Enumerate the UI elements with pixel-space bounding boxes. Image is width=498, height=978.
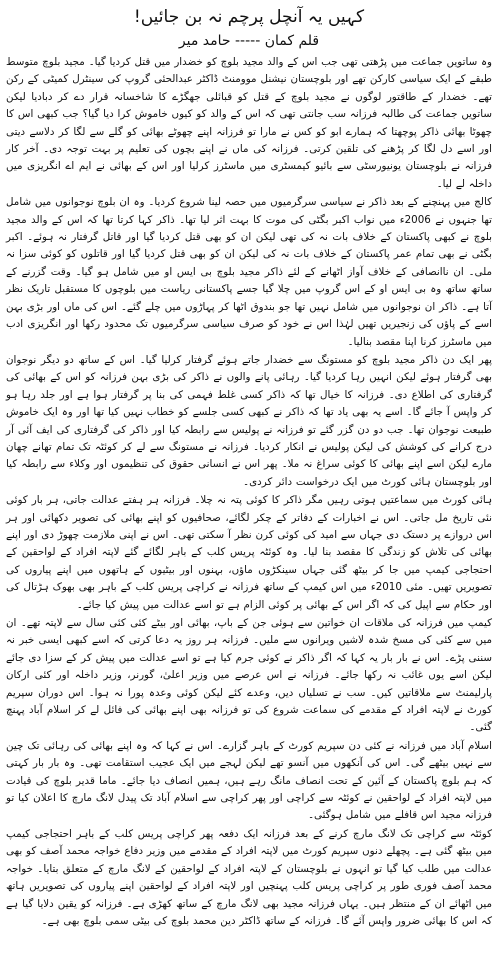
article-paragraph: کیمپ میں فرزانہ کی ملاقات ان خواتین سے ہوئی جن کے باپ، بھائی اور بیٹے کئی کئی سال سے لاپتہ تھے۔ ان میں سے کئی کی مسخ شدہ لاشیں ویرانوں سے ملیں۔ فرزانہ ہر روز یہ دعا کرتی کہ اسے کبھی ایسی خبر نہ سننی پڑے۔ اس نے بار بار یہ کہا کہ اگر ذاکر نے کوئی جرم کیا ہے تو اسے عدالت میں پیش کر کے سزا دی جائے لیکن اسے یوں غائب نہ رکھا جائے۔ فرزانہ نے اس عرصے میں وزیر اعلیٰ، گورنر، وزیر داخلہ اور کئی ارکان پارلیمنٹ سے ملاقاتیں کیں۔ سب نے تسلیاں دیں، وعدے کئے لیکن کوئی وعدہ پورا نہ ہوا۔ اس دوران سپریم کورٹ نے لاپتہ افراد کے مقدمے کی سماعت شروع کی تو فرزانہ بھی اپنے بھائی کی فائل لے کر اسلام آباد پہنچ گئی۔: [6, 617, 492, 734]
article-paragraph: وہ ساتویں جماعت میں پڑھتی تھی جب اس کے والد مجید بلوچ کو خضدار میں قتل کردیا گیا۔ مجید بلوچ متوسط طبقے کے ایک سیاسی کارکن تھے اور بلوچستان نیشنل موومنٹ ڈاکٹر عبدالحئی گروپ کی سینٹرل کمیٹی کے رکن تھے۔ خضدار کے طاقتور لوگوں نے مجید بلوچ کے قتل کو قبائلی جھگڑے کا شاخسانہ قرار دے کر دبادیا لیکن ساتویں جماعت کی طالبہ فرزانہ سب جانتی تھی کہ اس کے والد کو کیوں خاموش کرا دیا گیا؟ جب کبھی اس کا چھوٹا بھائی ذاکر پوچھتا کہ ہمارے ابو کو کس نے مارا تو فرزانہ اپنے چھوٹے بھائی کو گلے سے لگا کر دلاسے دیتی اور اسے دل لگا کر پڑھنے کی تلقین کرتی۔ فرزانہ کی ماں نے اپنے بچوں کی تعلیم پر بہت توجہ دی۔ آخر کار فرزانہ نے بلوچستان یونیورسٹی سے بائیو کیمسٹری میں ماسٹرز کرلیا اور اس کے بھائی نے ایم اے انگریزی میں داخلہ لے لیا۔: [6, 56, 492, 190]
article-headline: کہیں یہ آنچل پرچم نہ بن جائیں!: [133, 7, 365, 27]
article-paragraph: کالج میں پہنچنے کے بعد ذاکر نے سیاسی سرگرمیوں میں حصہ لینا شروع کردیا۔ وہ ان بلوچ نوجوانوں میں شامل تھا جنہوں نے 2006ء میں نواب اکبر بگٹی کی موت کا بہت اثر لیا تھا۔ ذاکر کہا کرتا تھا کہ اس کے والد مجید بلوچ نے کبھی پاکستان کے خلاف بات نہ کی تھی لیکن ان کو بھی قتل کردیا گیا اور قاتل گرفتار نہ ہوئے۔ اکبر بگٹی نے بھی تمام عمر پاکستان کے خلاف بات نہ کی لیکن ان کو بھی قتل کردیا گیا اور قاتلوں کو کوئی سزا نہ ملی۔ ان ناانصافی کے خلاف آواز اٹھانے کے لئے ذاکر مجید بلوچ بی ایس او میں شامل ہو گیا۔ وقت گزرنے کے ساتھ ساتھ وہ بی ایس او کے اس گروپ میں چلا گیا جسے پاکستانی ریاست میں بلوچوں کا مستقبل تاریک نظر آتا ہے۔ ذاکر ان نوجوانوں میں شامل نہیں تھا جو بندوق اٹھا کر پہاڑوں میں چلے گئے۔ اس کی ماں اور بڑی بہن اسے کے پاؤں کی زنجیریں تھیں لہٰذا اس نے خود کو صرف سیاسی سرگرمیوں تک محدود رکھا اور انگریزی ادب میں ماسٹرز کرنا اپنا مقصد بنالیا۔: [6, 196, 492, 348]
article-body: [6, 54, 492, 930]
article-paragraph: کوئٹہ سے کراچی تک لانگ مارچ کرنے کے بعد فرزانہ ایک دفعہ پھر کراچی پریس کلب کے باہر احتجاجی کیمپ میں بیٹھ گئی ہے۔ پچھلے دنوں سپریم کورٹ میں لاپتہ افراد کے مقدمے میں وزیر دفاع خواجہ محمد آصف کو بھی عدالت میں طلب کیا گیا تو انہوں نے بلوچستان کے لاپتہ افراد کے لواحقین کے لانگ مارچ کے متعلق بتایا۔ خواجہ محمد آصف فوری طور پر کراچی پریس کلب پہنچیں اور لاپتہ افراد کے لواحقین اپنے پیاروں کی تصویریں ہاتھ میں اٹھائے ان کے منتظر ہیں۔ یہاں فرزانہ مجید بھی لانگ مارچ کے ساتھ کھڑی ہے۔ فرزانہ کو یقین دلایا گیا ہے کہ اس کا بھائی ضرور واپس آئے گا۔ فرزانہ کے ساتھ ڈاکٹر دین محمد بلوچ کی بیٹی سمی بلوچ بھی ہے۔: [6, 827, 492, 927]
article-paragraph: اسلام آباد میں فرزانہ نے کئی دن سپریم کورٹ کے باہر گزارے۔ اس نے کہا کہ وہ اپنے بھائی کی رہائی تک چین سے نہیں بیٹھے گی۔ اس کی آنکھوں میں آنسو تھے لیکن لہجے میں ایک عجیب استقامت تھی۔ وہ بار بار کہتی کہ ہم بلوچ پاکستان کے آئین کے تحت انصاف مانگ رہے ہیں، ہمیں انصاف دیا جائے۔ ماما قدیر بلوچ کی قیادت میں لاپتہ افراد کے لواحقین نے کوئٹہ سے کراچی اور پھر کراچی سے اسلام آباد تک پیدل لانگ مارچ کا اعلان کیا تو فرزانہ مجید اس قافلے میں شامل ہوگئی۔: [6, 739, 492, 822]
article-paragraph: پھر ایک دن ذاکر مجید بلوچ کو مستونگ سے خضدار جاتے ہوئے گرفتار کرلیا گیا۔ اس کے ساتھ دو دیگر نوجوان بھی گرفتار ہوئے لیکن انہیں رہا کردیا گیا۔ رہائی پانے والوں نے ذاکر کی بڑی بہن فرزانہ کو اس کے بھائی کی گرفتاری کی اطلاع دی۔ فرزانہ کا خیال تھا کہ ذاکر کسی غلط فہمی کی بنا پر گرفتار ہوا ہے اور جلد رہا ہو کر واپس آ جائے گا۔ اسے یہ بھی یاد تھا کہ ذاکر نے کبھی کسی جلسے کو خطاب نہیں کیا تھا اور وہ ایک خاموش طبیعت نوجوان تھا۔ جب دو دن گزر گئے تو فرزانہ نے پولیس سے رابطہ کیا اور ذاکر کی گرفتاری کی ایف آئی آر درج کرانے کی کوشش کی لیکن پولیس نے انکار کردیا۔ فرزانہ نے مستونگ سے لے کر کوئٹہ تک تمام تھانے چھان مارے لیکن اسے اپنے بھائی کا کوئی سراغ نہ ملا۔ پھر اس نے انسانی حقوق کی تنظیموں اور وکلاء سے رابطہ کیا اور بلوچستان ہائی کورٹ میں ایک درخواست دائر کردی۔: [6, 353, 492, 488]
article-paragraph: ہائی کورٹ میں سماعتیں ہوتی رہیں مگر ذاکر کا کوئی پتہ نہ چلا۔ فرزانہ ہر ہفتے عدالت جاتی، ہر بار کوئی نئی تاریخ مل جاتی۔ اس نے اخبارات کے دفاتر کے چکر لگائے، صحافیوں کو اپنے بھائی کی تصویر دکھائی اور ہر اس دروازے پر دستک دی جہاں سے امید کی کوئی کرن نظر آ سکتی تھی۔ اس نے اپنی ملازمت چھوڑ دی اور اپنے بھائی کی تلاش کو زندگی کا مقصد بنا لیا۔ وہ کوئٹہ پریس کلب کے باہر لگائے گئے لاپتہ افراد کے لواحقین کے احتجاجی کیمپ میں جا کر بیٹھ گئی جہاں سینکڑوں ماؤں، بہنوں اور بیٹیوں کے ہاتھوں میں اپنے پیاروں کی تصویریں تھیں۔ مئی 2010ء میں اس کیمپ کے ساتھ فرزانہ نے کراچی پریس کلب کے باہر بھی بھوک ہڑتال کی اور حکام سے اپیل کی کہ اگر اس کے بھائی پر کوئی الزام ہے تو اسے عدالت میں پیش کیا جائے۔: [6, 494, 492, 611]
article-byline: قلم کمان ----- حامد میر: [178, 33, 320, 49]
